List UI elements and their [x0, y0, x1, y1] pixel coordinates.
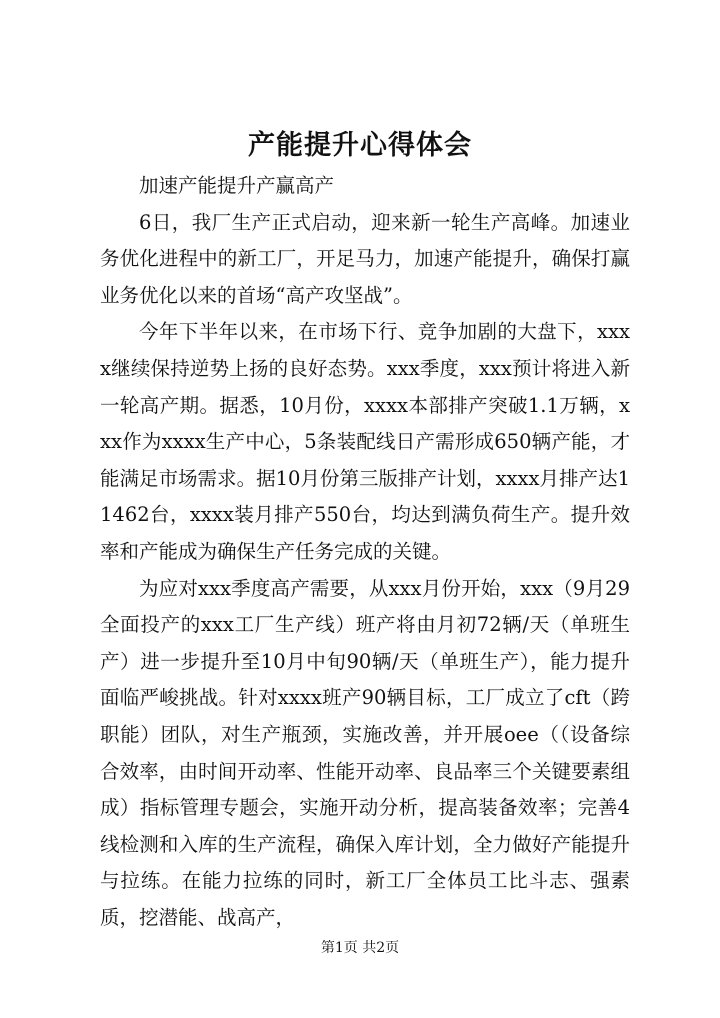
subtitle-paragraph: 加速产能提升产赢高产 [139, 174, 335, 197]
document-body [100, 168, 630, 936]
body-paragraph: 6日，我厂生产正式启动，迎来新一轮生产高峰。加速业务优化进程中的新工厂，开足马力，加速产能提升，确保打赢业务优化以来的首场“高产攻坚战”。 [100, 210, 630, 307]
body-paragraph: 今年下半年以来，在市场下行、竞争加剧的大盘下，xxxx继续保持逆势上扬的良好态势。xxx季度，xxx预计将进入新一轮高产期。据悉，10月份，xxxx本部排产突破1.1万辆，xxx作为xxxx生产中心，5条装配线日产需形成650辆产能，才能满足市场需求。据10月份第三版排产计划，xxxx月排产达11462台，xxxx装月排产550台，均达到满负荷生产。提升效率和产能成为确保生产任务完成的关键。 [100, 320, 630, 563]
page-footer: 第1页 共2页 [320, 940, 400, 956]
body-paragraph: 为应对xxx季度高产需要，从xxx月份开始，xxx（9月29全面投产的xxx工厂生产线）班产将由月初72辆/天（单班生产）进一步提升至10月中旬90辆/天（单班生产），能力提升面临严峻挑战。针对xxxx班产90辆目标，工厂成立了cft（跨职能）团队，对生产瓶颈，实施改善，并开展oee（（设备综合效率，由时间开动率、性能开动率、良品率三个关键要素组成）指标管理专题会，实施开动分析，提高装备效率；完善4线检测和入库的生产流程，确保入库计划，全力做好产能提升与拉练。在能力拉练的同时，新工厂全体员工比斗志、强素质，挖潜能、战高产， [100, 576, 630, 929]
document-title: 产能提升心得体会 [248, 130, 472, 161]
